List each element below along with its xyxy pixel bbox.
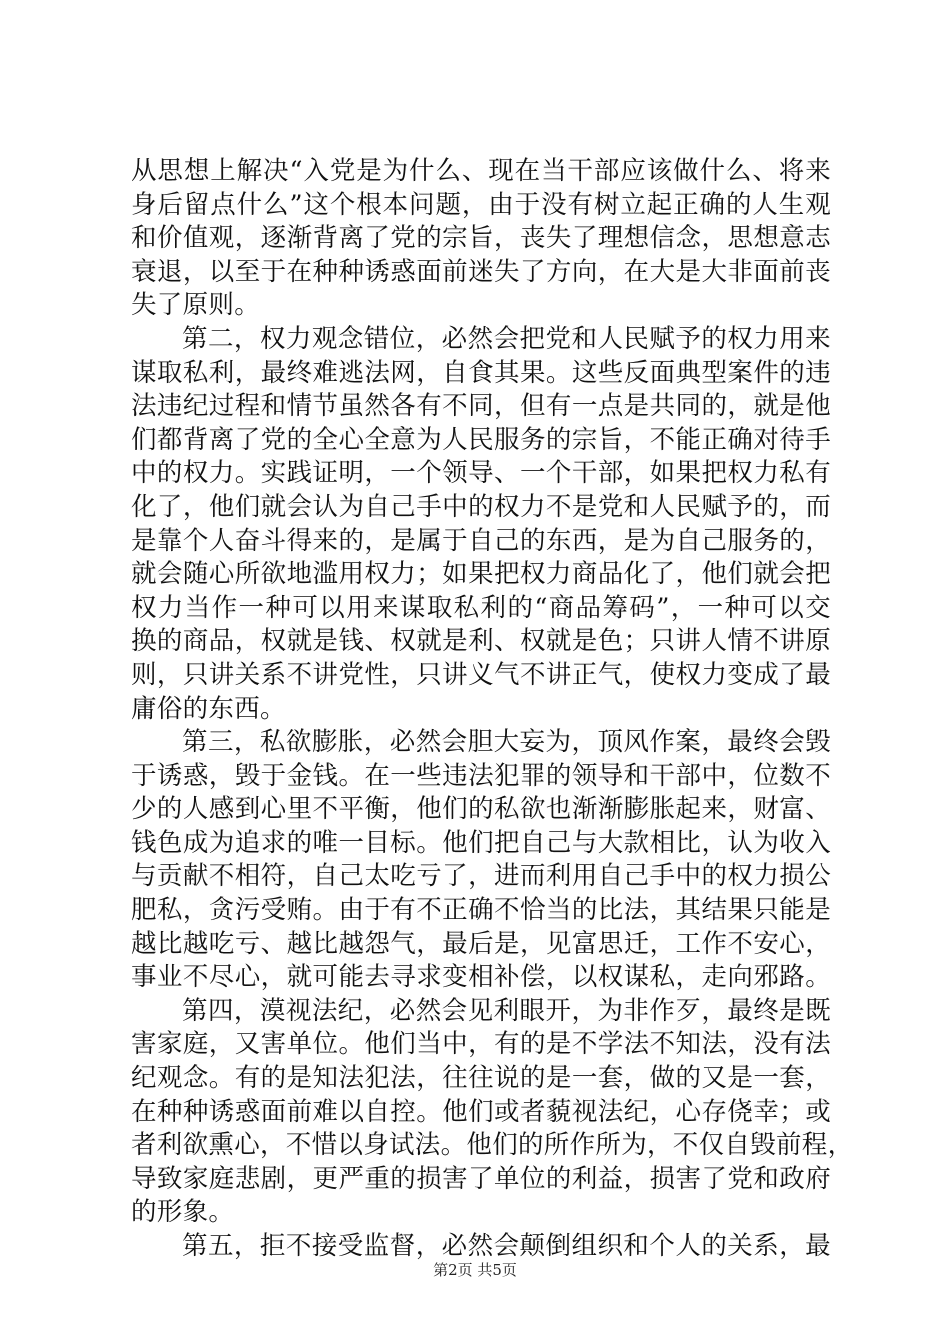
text-line: 害家庭，又害单位。他们当中，有的是不学法不知法，没有法 — [131, 1029, 831, 1060]
text-line: 者利欲熏心，不惜以身试法。他们的所作所为，不仅自毁前程， — [131, 1130, 854, 1161]
text-line: 权力当作一种可以用来谋取私利的“商品筹码”，一种可以交 — [131, 592, 831, 623]
text-line: 钱色成为追求的唯一目标。他们把自己与大款相比，认为收入 — [131, 827, 831, 858]
paragraph-start-line: 第二，权力观念错位，必然会把党和人民赋予的权力用来 — [182, 323, 831, 354]
text-line: 衰退，以至于在种种诱惑面前迷失了方向，在大是大非面前丧 — [131, 256, 831, 287]
text-line: 化了，他们就会认为自己手中的权力不是党和人民赋予的，而 — [131, 491, 831, 522]
text-line: 是靠个人奋斗得来的，是属于自己的东西，是为自己服务的， — [131, 525, 831, 556]
text-line: 中的权力。实践证明，一个领导、一个干部，如果把权力私有 — [131, 458, 831, 489]
text-line: 纪观念。有的是知法犯法，往往说的是一套，做的又是一套， — [131, 1063, 831, 1094]
paragraph-start-line: 第三，私欲膨胀，必然会胆大妄为，顶风作案，最终会毁 — [182, 727, 831, 758]
text-line: 与贡献不相符，自己太吃亏了，进而利用自己手中的权力损公 — [131, 861, 831, 892]
text-line: 就会随心所欲地滥用权力；如果把权力商品化了，他们就会把 — [131, 559, 831, 590]
paragraph-start-line: 第四，漠视法纪，必然会见利眼开，为非作歹，最终是既 — [182, 995, 831, 1026]
text-line: 和价值观，逐渐背离了党的宗旨，丧失了理想信念，思想意志 — [131, 223, 831, 254]
text-line: 则，只讲关系不讲党性，只讲义气不讲正气，使权力变成了最 — [131, 659, 831, 690]
page-number-footer: 第2页 共5页 — [433, 1261, 517, 1279]
text-line: 谋取私利，最终难逃法网，自食其果。这些反面典型案件的违 — [131, 357, 831, 388]
text-line: 们都背离了党的全心全意为人民服务的宗旨，不能正确对待手 — [131, 424, 831, 455]
text-line: 于诱惑，毁于金钱。在一些违法犯罪的领导和干部中，位数不 — [131, 760, 831, 791]
text-line: 从思想上解决“入党是为什么、现在当干部应该做什么、将来 — [131, 156, 831, 186]
text-line: 导致家庭悲剧，更严重的损害了单位的利益，损害了党和政府 — [131, 1163, 831, 1194]
body-text — [131, 155, 854, 1264]
text-line: 法违纪过程和情节虽然各有不同，但有一点是共同的，就是他 — [131, 391, 831, 422]
text-line: 庸俗的东西。 — [131, 693, 286, 724]
text-line: 事业不尽心，就可能去寻求变相补偿，以权谋私，走向邪路。 — [131, 962, 831, 993]
text-line: 换的商品，权就是钱、权就是利、权就是色；只讲人情不讲原 — [131, 626, 831, 657]
text-line: 在种种诱惑面前难以自控。他们或者藐视法纪，心存侥幸；或 — [131, 1096, 831, 1127]
text-line: 肥私，贪污受贿。由于有不正确不恰当的比法，其结果只能是 — [131, 895, 831, 926]
text-line: 少的人感到心里不平衡，他们的私欲也渐渐膨胀起来，财富、 — [131, 794, 831, 825]
text-line: 越比越吃亏、越比越怨气，最后是，见富思迁，工作不安心， — [131, 928, 831, 959]
text-line: 身后留点什么”这个根本问题，由于没有树立起正确的人生观 — [131, 189, 831, 220]
paragraph-start-line: 第五，拒不接受监督，必然会颠倒组织和个人的关系，最 — [182, 1231, 831, 1261]
text-line: 失了原则。 — [131, 290, 261, 321]
text-line: 的形象。 — [131, 1197, 235, 1228]
